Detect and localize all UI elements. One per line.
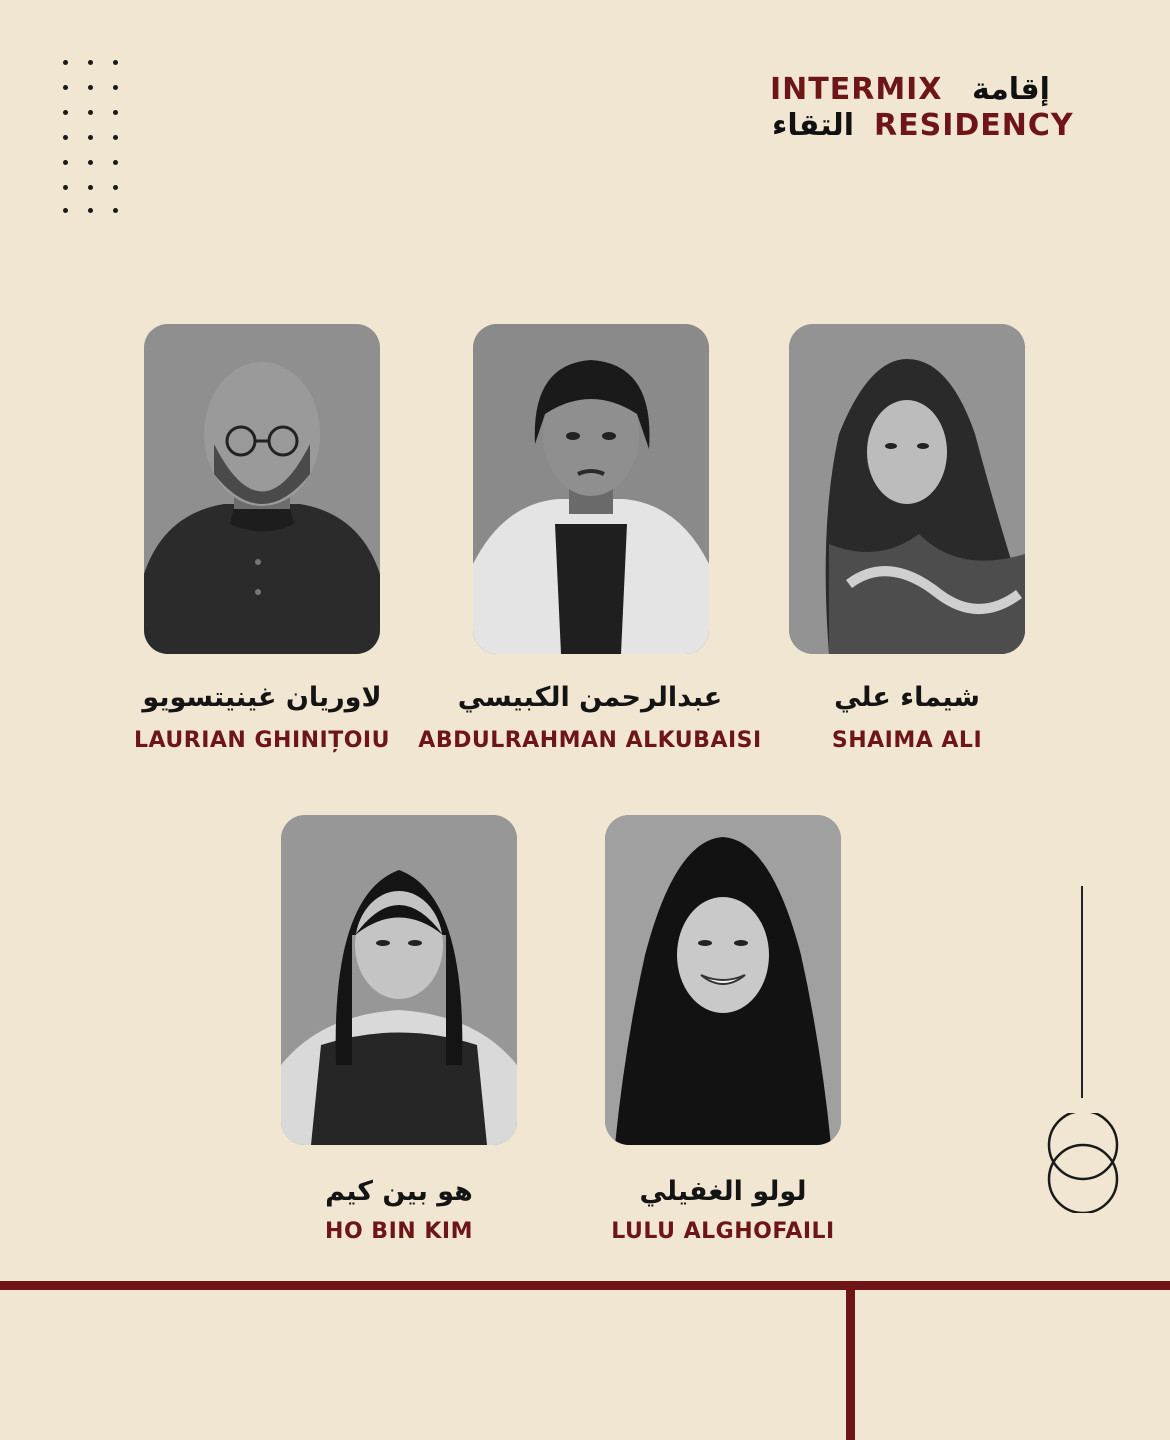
- long-hair-person-vest-portrait: [281, 815, 517, 1145]
- artist-name-english: LAURIAN GHINIȚOIU: [134, 728, 390, 753]
- artist-name-arabic: لولو الغفيلي: [639, 1176, 807, 1207]
- artist-photo-shaima: [789, 324, 1025, 654]
- logo-arabic-iltiqa: التقاء: [772, 108, 854, 143]
- logo-arabic-iqama: إقامة: [972, 72, 1050, 107]
- artist-name-english: SHAIMA ALI: [831, 728, 983, 753]
- bottom-horizontal-bar: [0, 1281, 1170, 1290]
- woman-patterned-headscarf-portrait: [789, 324, 1025, 654]
- smiling-woman-black-headscarf-portrait: [605, 815, 841, 1145]
- bottom-vertical-bar: [846, 1290, 855, 1440]
- artist-name-english: HO BIN KIM: [325, 1219, 473, 1244]
- artist-name-arabic: لاوريان غينيتسويو: [142, 682, 382, 713]
- artist-name-english: LULU ALGHOFAILI: [611, 1219, 835, 1244]
- dot-grid-decoration: [57, 56, 127, 226]
- young-man-white-jacket-portrait: [473, 324, 709, 654]
- artist-name-arabic: عبدالرحمن الكبيسي: [457, 682, 723, 713]
- logo-residency: RESIDENCY: [874, 108, 1074, 143]
- intermix-residency-logo: [770, 74, 1100, 144]
- artist-name-arabic: شيماء علي: [834, 682, 980, 713]
- artist-photo-lulu: [605, 815, 841, 1145]
- vertical-line-decoration: [1081, 886, 1083, 1098]
- interlocking-rings-icon: [1043, 1113, 1123, 1213]
- bald-man-glasses-portrait: [144, 324, 380, 654]
- artist-name-arabic: هو بين كيم: [325, 1176, 473, 1207]
- artist-photo-abdulrahman: [473, 324, 709, 654]
- logo-intermix: INTERMIX: [770, 72, 943, 107]
- artist-photo-laurian: [144, 324, 380, 654]
- artist-photo-ho-bin-kim: [281, 815, 517, 1145]
- artist-name-english: ABDULRAHMAN ALKUBAISI: [418, 728, 762, 753]
